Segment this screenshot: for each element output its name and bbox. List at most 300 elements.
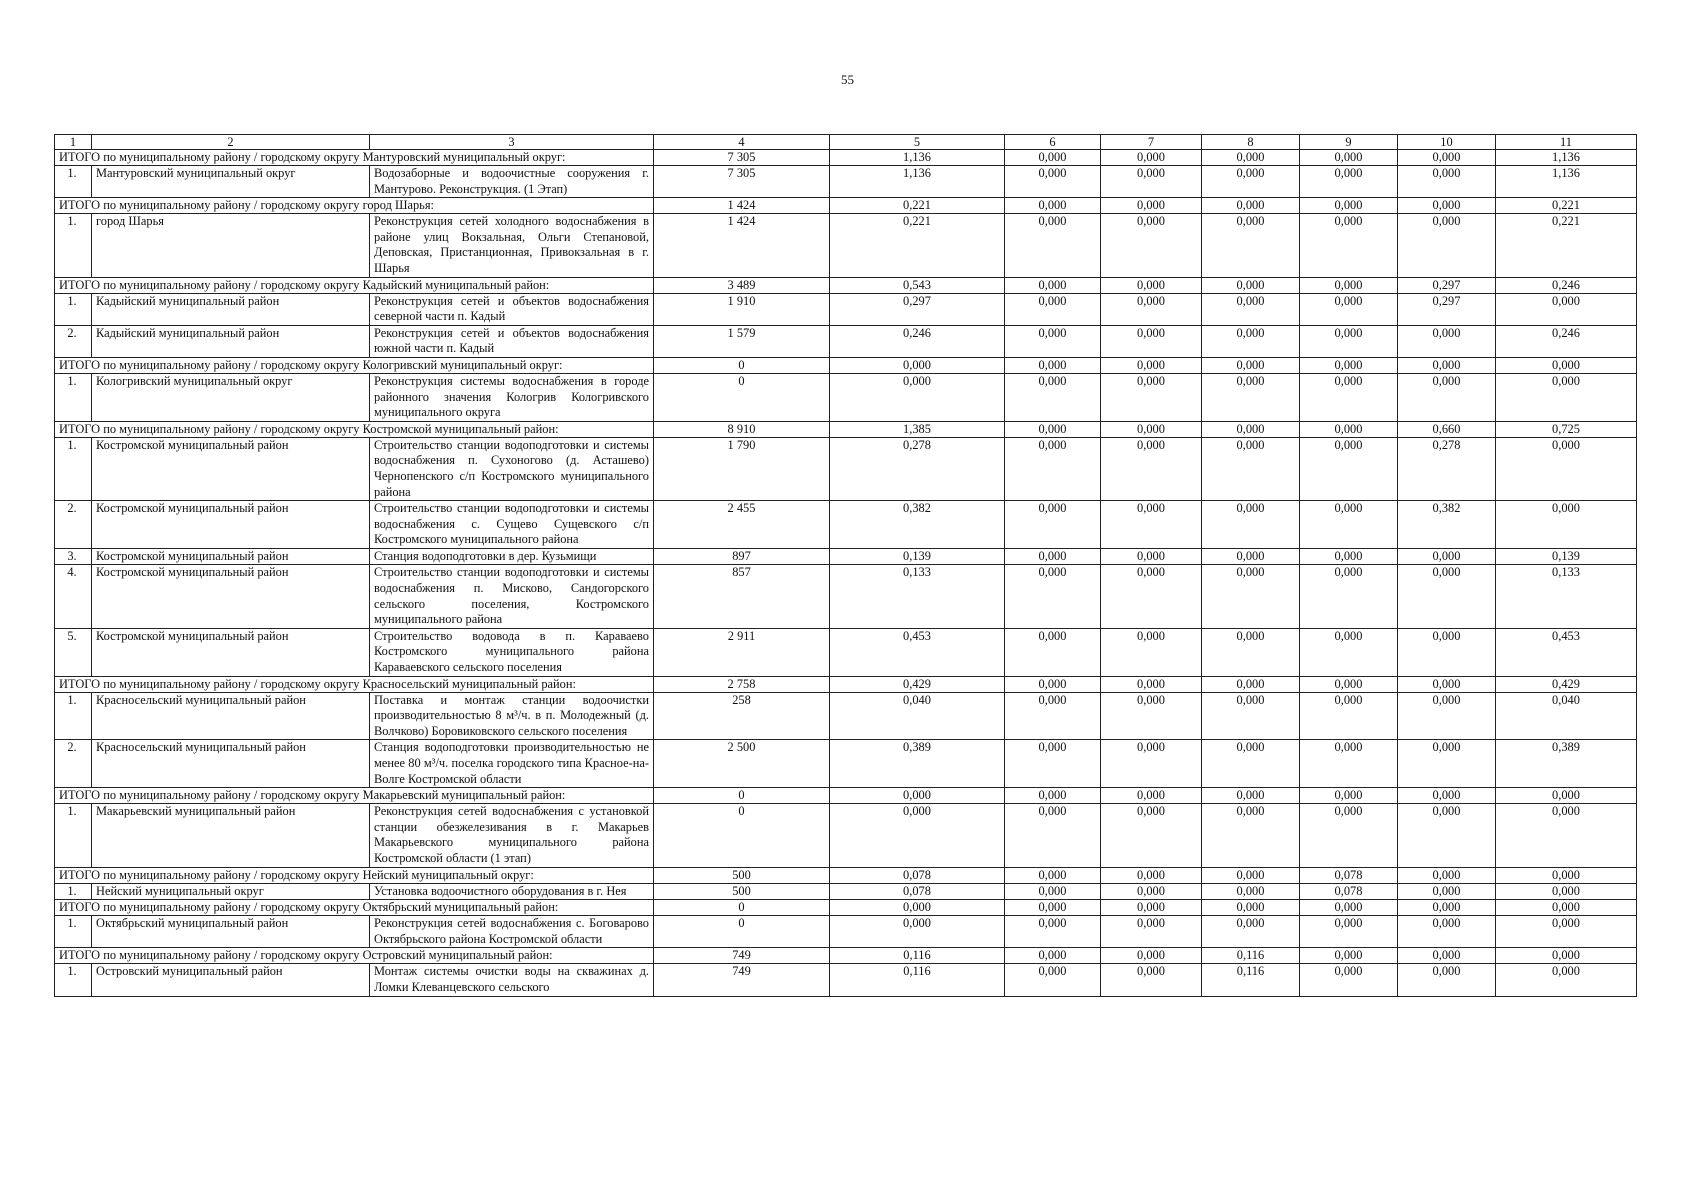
total-value: 0,000 — [1005, 357, 1101, 373]
value-cell: 0,078 — [830, 883, 1005, 900]
total-value: 0,000 — [1101, 198, 1202, 214]
value-cell: 0,040 — [1496, 692, 1637, 740]
value-cell: 0,000 — [1300, 325, 1398, 357]
total-value: 0,116 — [830, 948, 1005, 964]
project-description: Реконструкция системы водоснабжения в городе районного значения Кологрив Кологривского муниципального округа — [370, 373, 654, 421]
total-value: 0,000 — [1005, 676, 1101, 692]
total-value: 0,000 — [1300, 357, 1398, 373]
value-cell: 0,000 — [1202, 883, 1300, 900]
value-cell: 0,000 — [1005, 916, 1101, 948]
row-number: 1. — [55, 964, 92, 996]
value-cell: 0,116 — [830, 964, 1005, 996]
total-value: 0,000 — [1398, 900, 1496, 916]
total-value: 0,000 — [1202, 198, 1300, 214]
value-cell: 0,000 — [1398, 166, 1496, 198]
row-number: 3. — [55, 548, 92, 565]
value-cell: 0,297 — [830, 293, 1005, 325]
municipality-name: Костромской муниципальный район — [92, 437, 370, 500]
value-cell: 0,000 — [1398, 373, 1496, 421]
value-cell: 0,000 — [1101, 740, 1202, 788]
district-total-row — [55, 788, 1637, 804]
total-value: 0,000 — [1101, 676, 1202, 692]
value-cell: 0,000 — [1300, 916, 1398, 948]
row-number: 1. — [55, 692, 92, 740]
table-row — [55, 628, 1637, 676]
row-number: 1. — [55, 166, 92, 198]
value-cell: 0,000 — [1202, 740, 1300, 788]
total-value: 0,297 — [1398, 277, 1496, 293]
municipality-name: город Шарья — [92, 214, 370, 277]
value-cell: 0,000 — [1398, 548, 1496, 565]
total-value: 8 910 — [654, 421, 830, 437]
municipality-name: Красносельский муниципальный район — [92, 740, 370, 788]
row-number: 1. — [55, 804, 92, 867]
value-cell: 0,000 — [1202, 325, 1300, 357]
total-value: 0,000 — [1005, 948, 1101, 964]
value-cell: 0,000 — [1398, 565, 1496, 628]
district-total-row — [55, 198, 1637, 214]
total-value: 0,000 — [1101, 948, 1202, 964]
column-number-row — [55, 135, 1637, 150]
value-cell: 0,139 — [830, 548, 1005, 565]
project-description: Реконструкция сетей водоснабжения с установкой станции обезжелезивания в г. Макарьев Макарьевского муниципального района Костромской области (1 этап) — [370, 804, 654, 867]
district-total-row — [55, 150, 1637, 166]
total-value: 0,000 — [1496, 357, 1637, 373]
value-cell: 749 — [654, 964, 830, 996]
municipality-name: Кологривский муниципальный округ — [92, 373, 370, 421]
value-cell: 0,000 — [1005, 501, 1101, 549]
row-number: 1. — [55, 437, 92, 500]
project-description: Водозаборные и водоочистные сооружения г. Мантурово. Реконструкция. (1 Этап) — [370, 166, 654, 198]
value-cell: 7 305 — [654, 166, 830, 198]
total-value: 0,246 — [1496, 277, 1637, 293]
column-header: 3 — [370, 135, 654, 150]
value-cell: 0,000 — [1101, 214, 1202, 277]
value-cell: 0,000 — [1101, 565, 1202, 628]
district-total-row — [55, 277, 1637, 293]
value-cell: 0,000 — [1202, 628, 1300, 676]
value-cell: 0,000 — [1202, 437, 1300, 500]
total-value: 7 305 — [654, 150, 830, 166]
total-value: 0,429 — [830, 676, 1005, 692]
total-value: 0,000 — [1398, 948, 1496, 964]
value-cell: 0,453 — [830, 628, 1005, 676]
value-cell: 0,000 — [1202, 166, 1300, 198]
district-total-row — [55, 357, 1637, 373]
total-value: 0,000 — [1101, 867, 1202, 883]
value-cell: 1 579 — [654, 325, 830, 357]
total-value: 0,000 — [1398, 788, 1496, 804]
table-row — [55, 293, 1637, 325]
value-cell: 0,000 — [1398, 692, 1496, 740]
district-total-row — [55, 676, 1637, 692]
value-cell: 0,000 — [1005, 964, 1101, 996]
total-label: ИТОГО по муниципальному району / городскому округу город Шарья: — [55, 198, 654, 214]
value-cell: 897 — [654, 548, 830, 565]
value-cell: 0,000 — [1101, 325, 1202, 357]
table-row — [55, 166, 1637, 198]
total-value: 0,116 — [1202, 948, 1300, 964]
value-cell: 0,000 — [1101, 437, 1202, 500]
value-cell: 2 455 — [654, 501, 830, 549]
project-description: Реконструкция сетей водоснабжения с. Боговарово Октябрьского района Костромской области — [370, 916, 654, 948]
project-description: Установка водоочистного оборудования в г. Нея — [370, 883, 654, 900]
value-cell: 0,389 — [830, 740, 1005, 788]
value-cell: 0,000 — [1005, 373, 1101, 421]
value-cell: 0,000 — [1005, 293, 1101, 325]
total-value: 500 — [654, 867, 830, 883]
value-cell: 0,278 — [1398, 437, 1496, 500]
value-cell: 0,000 — [1496, 964, 1637, 996]
project-description: Станция водоподготовки производительностью не менее 80 м³/ч. поселка городского типа Красное-на-Волге Костромской области — [370, 740, 654, 788]
value-cell: 0 — [654, 804, 830, 867]
value-cell: 0,000 — [1005, 437, 1101, 500]
total-value: 0,660 — [1398, 421, 1496, 437]
value-cell: 0,000 — [1101, 804, 1202, 867]
project-description: Поставка и монтаж станции водоочистки производительностью 8 м³/ч. в п. Молодежный (д. Волчково) Боровиковского сельского поселения — [370, 692, 654, 740]
value-cell: 0,000 — [1300, 166, 1398, 198]
table-row — [55, 214, 1637, 277]
value-cell: 0,000 — [1005, 628, 1101, 676]
value-cell: 0,000 — [1300, 740, 1398, 788]
value-cell: 0,000 — [1300, 214, 1398, 277]
total-value: 0,000 — [1202, 788, 1300, 804]
value-cell: 0,382 — [1398, 501, 1496, 549]
total-value: 2 758 — [654, 676, 830, 692]
total-value: 0,000 — [1202, 150, 1300, 166]
value-cell: 0,000 — [1300, 548, 1398, 565]
value-cell: 0,000 — [1202, 916, 1300, 948]
total-value: 1 424 — [654, 198, 830, 214]
value-cell: 0,000 — [1300, 373, 1398, 421]
table-row — [55, 437, 1637, 500]
value-cell: 0,000 — [1101, 373, 1202, 421]
value-cell: 0,000 — [1005, 692, 1101, 740]
municipality-name: Кадыйский муниципальный район — [92, 293, 370, 325]
total-value: 0,000 — [1202, 421, 1300, 437]
value-cell: 0,040 — [830, 692, 1005, 740]
value-cell: 0,000 — [1101, 293, 1202, 325]
value-cell: 0,246 — [1496, 325, 1637, 357]
row-number: 1. — [55, 293, 92, 325]
total-value: 0,000 — [1005, 867, 1101, 883]
municipality-name: Костромской муниципальный район — [92, 628, 370, 676]
value-cell: 0,000 — [1101, 501, 1202, 549]
column-header: 1 — [55, 135, 92, 150]
value-cell: 0,000 — [1398, 883, 1496, 900]
total-value: 0,000 — [830, 788, 1005, 804]
municipality-name: Костромской муниципальный район — [92, 565, 370, 628]
total-value: 0,000 — [1496, 948, 1637, 964]
total-value: 0,000 — [1398, 357, 1496, 373]
total-value: 0,000 — [1300, 900, 1398, 916]
municipality-name: Макарьевский муниципальный район — [92, 804, 370, 867]
row-number: 5. — [55, 628, 92, 676]
value-cell: 0,246 — [830, 325, 1005, 357]
total-value: 0,000 — [1101, 150, 1202, 166]
value-cell: 0,000 — [1398, 214, 1496, 277]
total-label: ИТОГО по муниципальному району / городскому округу Мантуровский муниципальный округ: — [55, 150, 654, 166]
total-label: ИТОГО по муниципальному району / городскому округу Кологривский муниципальный округ: — [55, 357, 654, 373]
value-cell: 0,000 — [1300, 964, 1398, 996]
district-total-row — [55, 421, 1637, 437]
total-value: 0,000 — [830, 357, 1005, 373]
total-value: 0,000 — [1101, 421, 1202, 437]
project-description: Строительство станции водоподготовки и системы водоснабжения п. Сухоногово (д. Асташево) Чернопенского с/п Костромского муниципального района — [370, 437, 654, 500]
value-cell: 0,133 — [830, 565, 1005, 628]
project-description: Монтаж системы очистки воды на скважинах д. Ломки Клеванцевского сельского — [370, 964, 654, 996]
project-description: Реконструкция сетей и объектов водоснабжения северной части п. Кадый — [370, 293, 654, 325]
value-cell: 0,000 — [1005, 804, 1101, 867]
value-cell: 0,453 — [1496, 628, 1637, 676]
value-cell: 0,000 — [1101, 916, 1202, 948]
value-cell: 0,389 — [1496, 740, 1637, 788]
total-value: 0,000 — [1398, 676, 1496, 692]
value-cell: 0,000 — [1101, 548, 1202, 565]
total-value: 0,000 — [1005, 150, 1101, 166]
value-cell: 0,000 — [1300, 565, 1398, 628]
district-total-row — [55, 900, 1637, 916]
value-cell: 0,000 — [1496, 293, 1637, 325]
table-row — [55, 692, 1637, 740]
total-label: ИТОГО по муниципальному району / городскому округу Островский муниципальный район: — [55, 948, 654, 964]
total-value: 0,000 — [1300, 421, 1398, 437]
column-header: 2 — [92, 135, 370, 150]
project-description: Строительство станции водоподготовки и системы водоснабжения с. Сущево Сущевского с/п Костромского муниципального района — [370, 501, 654, 549]
municipality-name: Нейский муниципальный округ — [92, 883, 370, 900]
value-cell: 0,000 — [1398, 628, 1496, 676]
total-value: 3 489 — [654, 277, 830, 293]
value-cell: 1 424 — [654, 214, 830, 277]
total-value: 0,000 — [1101, 277, 1202, 293]
value-cell: 0,000 — [1398, 325, 1496, 357]
value-cell: 2 911 — [654, 628, 830, 676]
value-cell: 0 — [654, 373, 830, 421]
value-cell: 1 910 — [654, 293, 830, 325]
value-cell: 0,000 — [1005, 565, 1101, 628]
value-cell: 0,000 — [1300, 628, 1398, 676]
total-value: 0,078 — [830, 867, 1005, 883]
row-number: 4. — [55, 565, 92, 628]
total-value: 0 — [654, 900, 830, 916]
total-value: 0,000 — [1496, 900, 1637, 916]
total-value: 0 — [654, 357, 830, 373]
value-cell: 0,000 — [1101, 628, 1202, 676]
total-value: 0,000 — [1496, 788, 1637, 804]
value-cell: 0,000 — [1005, 325, 1101, 357]
value-cell: 0,000 — [1496, 804, 1637, 867]
total-label: ИТОГО по муниципальному району / городскому округу Октябрьский муниципальный район: — [55, 900, 654, 916]
total-value: 0,221 — [830, 198, 1005, 214]
table-row — [55, 740, 1637, 788]
row-number: 1. — [55, 373, 92, 421]
row-number: 1. — [55, 214, 92, 277]
value-cell: 0,000 — [1202, 373, 1300, 421]
column-header: 9 — [1300, 135, 1398, 150]
column-header: 5 — [830, 135, 1005, 150]
project-description: Реконструкция сетей холодного водоснабжения в районе улиц Вокзальная, Ольги Степановой, Деповская, Пристанционная, Привокзальная в г. Шарья — [370, 214, 654, 277]
value-cell: 0,221 — [830, 214, 1005, 277]
municipality-name: Костромской муниципальный район — [92, 548, 370, 565]
value-cell: 2 500 — [654, 740, 830, 788]
total-value: 0,000 — [1496, 867, 1637, 883]
total-value: 0,078 — [1300, 867, 1398, 883]
value-cell: 0 — [654, 916, 830, 948]
value-cell: 500 — [654, 883, 830, 900]
value-cell: 0,000 — [1005, 166, 1101, 198]
project-description: Строительство станции водоподготовки и системы водоснабжения п. Мисково, Сандогорского сельского поселения, Костромского муниципального района — [370, 565, 654, 628]
total-value: 0,000 — [1101, 788, 1202, 804]
total-value: 0,000 — [1398, 198, 1496, 214]
total-label: ИТОГО по муниципальному району / городскому округу Макарьевский муниципальный район: — [55, 788, 654, 804]
value-cell: 0,000 — [1398, 740, 1496, 788]
value-cell: 0,278 — [830, 437, 1005, 500]
total-value: 0,000 — [1005, 900, 1101, 916]
row-number: 2. — [55, 740, 92, 788]
total-value: 0,000 — [1202, 867, 1300, 883]
total-label: ИТОГО по муниципальному району / городскому округу Нейский муниципальный округ: — [55, 867, 654, 883]
investment-table — [54, 134, 1637, 997]
total-value: 0,000 — [1101, 900, 1202, 916]
value-cell: 0,078 — [1300, 883, 1398, 900]
value-cell: 0,000 — [1202, 804, 1300, 867]
municipality-name: Мантуровский муниципальный округ — [92, 166, 370, 198]
total-value: 0,000 — [1202, 900, 1300, 916]
value-cell: 0,000 — [830, 373, 1005, 421]
value-cell: 0,000 — [1300, 804, 1398, 867]
project-description: Реконструкция сетей и объектов водоснабжения южной части п. Кадый — [370, 325, 654, 357]
value-cell: 0,000 — [1005, 214, 1101, 277]
municipality-name: Красносельский муниципальный район — [92, 692, 370, 740]
value-cell: 1,136 — [830, 166, 1005, 198]
value-cell: 0,000 — [1300, 293, 1398, 325]
total-value: 0,000 — [1300, 198, 1398, 214]
total-value: 0,000 — [1005, 198, 1101, 214]
total-value: 0,000 — [1398, 867, 1496, 883]
total-label: ИТОГО по муниципальному району / городскому округу Костромской муниципальный район: — [55, 421, 654, 437]
column-header: 7 — [1101, 135, 1202, 150]
total-value: 0,000 — [1202, 676, 1300, 692]
value-cell: 0,000 — [1101, 692, 1202, 740]
total-value: 0,000 — [1005, 421, 1101, 437]
total-value: 0,000 — [1202, 277, 1300, 293]
table-row — [55, 964, 1637, 996]
total-value: 1,136 — [1496, 150, 1637, 166]
table-row — [55, 501, 1637, 549]
value-cell: 258 — [654, 692, 830, 740]
table-row — [55, 804, 1637, 867]
total-value: 0,429 — [1496, 676, 1637, 692]
column-header: 6 — [1005, 135, 1101, 150]
value-cell: 0,000 — [1202, 565, 1300, 628]
municipality-name: Октябрьский муниципальный район — [92, 916, 370, 948]
value-cell: 0,000 — [1300, 437, 1398, 500]
total-value: 0,000 — [1005, 788, 1101, 804]
total-label: ИТОГО по муниципальному району / городскому округу Кадыйский муниципальный район: — [55, 277, 654, 293]
total-value: 1,136 — [830, 150, 1005, 166]
row-number: 2. — [55, 325, 92, 357]
value-cell: 0,297 — [1398, 293, 1496, 325]
row-number: 1. — [55, 916, 92, 948]
total-value: 0,725 — [1496, 421, 1637, 437]
value-cell: 0,133 — [1496, 565, 1637, 628]
total-value: 0,221 — [1496, 198, 1637, 214]
municipality-name: Островский муниципальный район — [92, 964, 370, 996]
table-row — [55, 373, 1637, 421]
value-cell: 0,382 — [830, 501, 1005, 549]
total-value: 0,000 — [1202, 357, 1300, 373]
value-cell: 857 — [654, 565, 830, 628]
value-cell: 1,136 — [1496, 166, 1637, 198]
value-cell: 0,000 — [1496, 501, 1637, 549]
column-header: 11 — [1496, 135, 1637, 150]
value-cell: 0,000 — [1101, 964, 1202, 996]
project-description: Строительство водовода в п. Караваево Костромского муниципального района Караваевского сельского поселения — [370, 628, 654, 676]
total-value: 1,385 — [830, 421, 1005, 437]
total-value: 0,000 — [1005, 277, 1101, 293]
value-cell: 0,000 — [830, 804, 1005, 867]
table-row — [55, 883, 1637, 900]
value-cell: 0,221 — [1496, 214, 1637, 277]
district-total-row — [55, 948, 1637, 964]
value-cell: 1 790 — [654, 437, 830, 500]
table-row — [55, 548, 1637, 565]
value-cell: 0,000 — [1202, 548, 1300, 565]
value-cell: 0,000 — [1101, 883, 1202, 900]
value-cell: 0,000 — [1101, 166, 1202, 198]
total-value: 0,000 — [1101, 357, 1202, 373]
table-row — [55, 325, 1637, 357]
value-cell: 0,116 — [1202, 964, 1300, 996]
project-description: Станция водоподготовки в дер. Кузьмищи — [370, 548, 654, 565]
row-number: 2. — [55, 501, 92, 549]
value-cell: 0,000 — [1398, 964, 1496, 996]
value-cell: 0,000 — [830, 916, 1005, 948]
total-value: 0,000 — [1300, 788, 1398, 804]
value-cell: 0,000 — [1398, 916, 1496, 948]
total-value: 0,000 — [1398, 150, 1496, 166]
value-cell: 0,000 — [1202, 501, 1300, 549]
column-header: 4 — [654, 135, 830, 150]
table-row — [55, 916, 1637, 948]
table-row — [55, 565, 1637, 628]
total-value: 0,000 — [1300, 676, 1398, 692]
value-cell: 0,000 — [1202, 214, 1300, 277]
value-cell: 0,139 — [1496, 548, 1637, 565]
value-cell: 0,000 — [1202, 293, 1300, 325]
value-cell: 0,000 — [1496, 916, 1637, 948]
value-cell: 0,000 — [1005, 740, 1101, 788]
column-header: 10 — [1398, 135, 1496, 150]
value-cell: 0,000 — [1398, 804, 1496, 867]
value-cell: 0,000 — [1496, 437, 1637, 500]
total-value: 0,000 — [830, 900, 1005, 916]
total-value: 0,000 — [1300, 948, 1398, 964]
total-value: 0 — [654, 788, 830, 804]
page-number: 55 — [841, 72, 854, 87]
value-cell: 0,000 — [1005, 883, 1101, 900]
total-value: 0,543 — [830, 277, 1005, 293]
value-cell: 0,000 — [1496, 883, 1637, 900]
value-cell: 0,000 — [1496, 373, 1637, 421]
value-cell: 0,000 — [1300, 692, 1398, 740]
district-total-row — [55, 867, 1637, 883]
value-cell: 0,000 — [1300, 501, 1398, 549]
total-label: ИТОГО по муниципальному району / городскому округу Красносельский муниципальный район: — [55, 676, 654, 692]
total-value: 749 — [654, 948, 830, 964]
value-cell: 0,000 — [1005, 548, 1101, 565]
municipality-name: Костромской муниципальный район — [92, 501, 370, 549]
